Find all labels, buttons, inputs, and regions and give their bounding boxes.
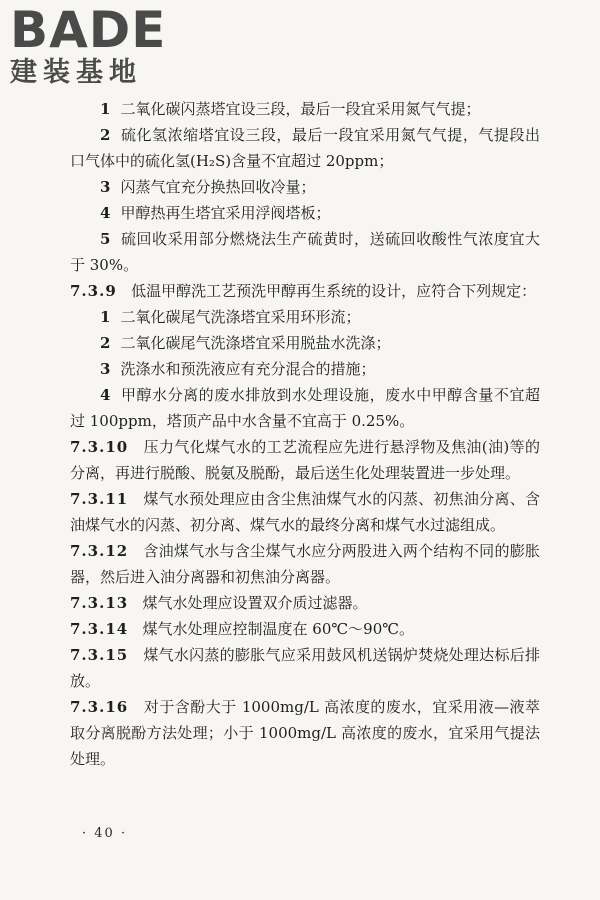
clause-number: 7.3.14 [70,620,129,638]
page-number: · 40 · [82,826,128,841]
paragraph-text: 硫回收采用部分燃烧法生产硫黄时，送硫回收酸性气浓度宜大于 30%。 [70,230,540,274]
clause-paragraph [70,538,540,590]
paragraph-text: 甲醇热再生塔宜采用浮阀塔板； [120,204,331,222]
list-item [70,200,540,226]
list-item [70,304,540,330]
paragraph-text: 甲醇水分离的废水排放到水处理设施，废水中甲醇含量不宜超过 100ppm，塔顶产品中水含量不宜高于 0.25%。 [70,386,540,430]
item-number: 2 [100,126,111,144]
paragraph-text: 含油煤气水与含尘煤气水应分两股进入两个结构不同的膨胀器，然后进入油分离器和初焦油分离器。 [70,542,540,586]
clause-number: 7.3.13 [70,594,129,612]
paragraph-text: 对于含酚大于 1000mg/L 高浓度的废水，宜采用液—液萃取分离脱酚方法处理；小于 1000mg/L 高浓度的废水，宜采用气提法处理。 [70,698,540,768]
clause-paragraph [70,616,540,642]
list-item [70,122,540,174]
clause-paragraph [70,278,540,304]
item-number: 4 [100,386,111,404]
paragraph-text: 煤气水闪蒸的膨胀气应采用鼓风机送锅炉焚烧处理达标后排放。 [70,646,540,690]
paragraph-text: 低温甲醇洗工艺预洗甲醇再生系统的设计，应符合下列规定： [131,282,537,300]
list-item [70,96,540,122]
paragraph-text: 二氧化碳尾气洗涤塔宜采用环形流； [120,308,361,326]
paragraph-text: 洗涤水和预洗液应有充分混合的措施； [120,360,376,378]
item-number: 1 [100,308,111,326]
clause-paragraph [70,694,540,772]
item-number: 3 [100,178,111,196]
logo-wordmark: BADE [10,1,167,59]
item-number: 1 [100,100,111,118]
document-body [70,96,540,772]
clause-paragraph [70,590,540,616]
paragraph-text: 二氧化碳尾气洗涤塔宜采用脱盐水洗涤； [120,334,391,352]
item-number: 2 [100,334,111,352]
list-item [70,382,540,434]
paragraph-text: 煤气水处理应控制温度在 60℃～90℃。 [142,620,415,638]
clause-paragraph [70,486,540,538]
item-number: 3 [100,360,111,378]
clause-paragraph [70,434,540,486]
paragraph-text: 二氧化碳闪蒸塔宜设三段，最后一段宜采用氮气气提； [120,100,481,118]
paragraph-text: 闪蒸气宜充分换热回收冷量； [120,178,316,196]
paragraph-text: 煤气水预处理应由含尘焦油煤气水的闪蒸、初焦油分离、含油煤气水的闪蒸、初分离、煤气水的最终分离和煤气水过滤组成。 [70,490,540,534]
clause-number: 7.3.10 [70,438,129,456]
list-item [70,174,540,200]
clause-paragraph [70,642,540,694]
paragraph-text: 硫化氢浓缩塔宜设三段，最后一段宜采用氮气气提，气提段出口气体中的硫化氢(H₂S)含量不宜超过 20ppm； [70,126,540,170]
list-item [70,226,540,278]
logo-subtitle: 建装基地 [10,57,142,88]
clause-number: 7.3.11 [70,490,129,508]
clause-number: 7.3.15 [70,646,129,664]
item-number: 4 [100,204,111,222]
clause-number: 7.3.9 [70,282,117,300]
clause-number: 7.3.16 [70,698,129,716]
paragraph-text: 压力气化煤气水的工艺流程应先进行悬浮物及焦油(油)等的分离，再进行脱酸、脱氨及脱酚，最后送生化处理装置进一步处理。 [70,438,540,482]
list-item [70,330,540,356]
clause-number: 7.3.12 [70,542,129,560]
list-item [70,356,540,382]
bade-logo [10,1,180,88]
item-number: 5 [100,230,111,248]
paragraph-text: 煤气水处理应设置双介质过滤器。 [142,594,368,612]
